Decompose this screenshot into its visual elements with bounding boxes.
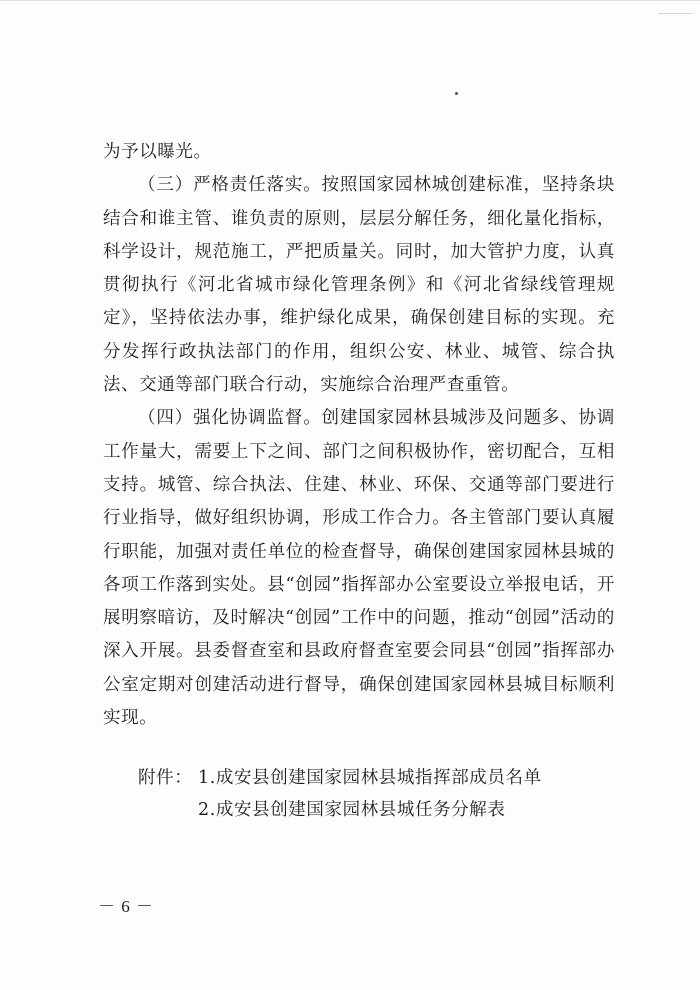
attachment-item: 1.成安县创建国家园林县城指挥部成员名单: [198, 768, 542, 788]
attachment-row-1: [138, 762, 618, 794]
paragraph-continuation: 为予以曝光。: [103, 142, 212, 162]
attachment-item: 2.成安县创建国家园林县城任务分解表: [198, 800, 506, 820]
attachment-row-2: [138, 794, 618, 826]
attachments-block: [138, 762, 618, 826]
paragraph-responsibility: （三）严格责任落实。按照国家园林城创建标准，坚持条块结合和谁主管、谁负责的原则，层层分解任务，细化量化指标，科学设计，规范施工，严把质量关。同时，加大管护力度，认真贯彻执行《河北省城市绿化管理条例》和《河北省绿线管理规定》，坚持依法办事，维护绿化成果，确保创建目标的实现。充分发挥行政执法部门的作用，组织公安、林业、城管、综合执法、交通等部门联合行动，实施综合治理严查重管。: [103, 175, 615, 396]
scan-speck: [455, 92, 458, 95]
page-number: － 6 －: [98, 897, 154, 916]
attachments-label: 附件：: [138, 768, 193, 788]
paragraph-coordination: （四）强化协调监督。创建国家园林县城涉及问题多、协调工作量大，需要上下之间、部门之间积极协作，密切配合，互相支持。城管、综合执法、住建、林业、环保、交通等部门要进行行业指导，做好组织协调，形成工作合力。各主管部门要认真履行职能，加强对责任单位的检查督导，确保创建国家园林县城的各项工作落到实处。县“创园”指挥部办公室要设立举报电话，开展明察暗访，及时解决“创园”工作中的问题，推动“创园”活动的深入开展。县委督查室和县政府督查室要会同县“创园”指挥部办公室定期对创建活动进行督导，确保创建国家园林县城目标顺利实现。: [103, 408, 615, 729]
body-text: [103, 136, 615, 735]
attachments-label-spacer: [138, 794, 198, 826]
scan-edge-mark: [658, 3, 692, 14]
